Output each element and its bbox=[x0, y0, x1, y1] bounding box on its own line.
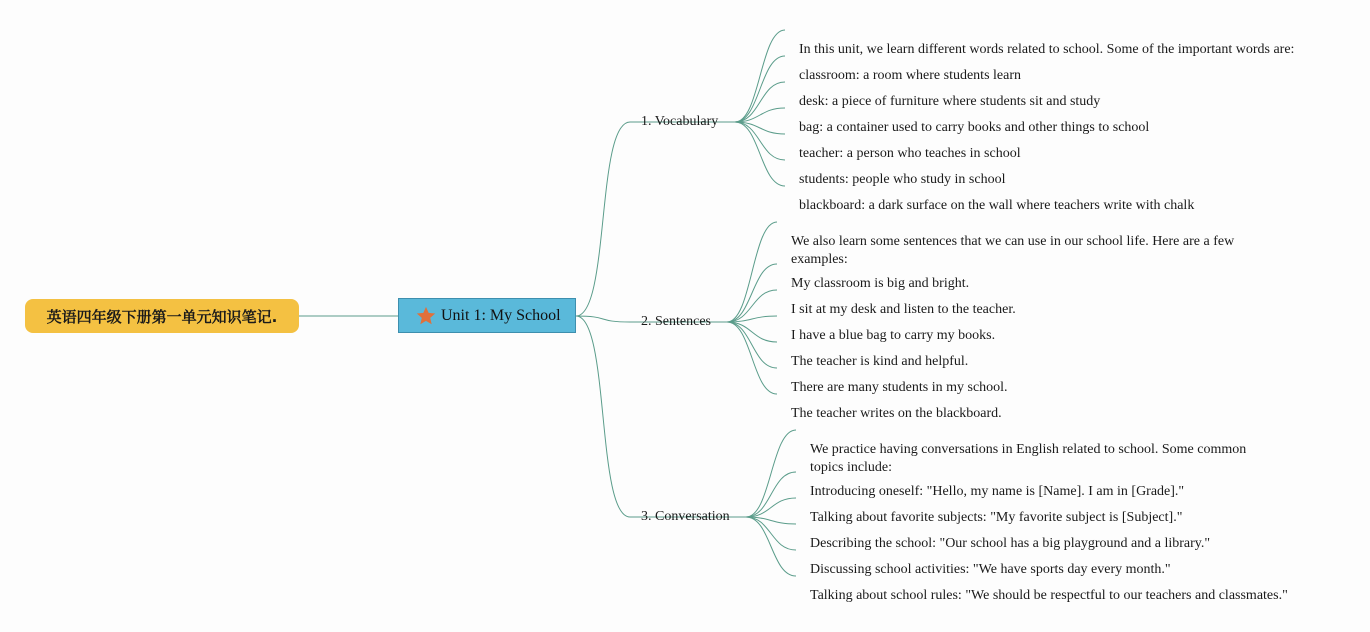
list-item[interactable]: desk: a piece of furniture where students sit and study bbox=[799, 94, 1101, 109]
root-topic-label: 英语四年级下册第一单元知识笔记. bbox=[46, 307, 278, 326]
list-item[interactable]: My classroom is big and bright. bbox=[791, 276, 970, 291]
list-item[interactable]: The teacher writes on the blackboard. bbox=[791, 406, 1002, 421]
list-item[interactable]: bag: a container used to carry books and other things to school bbox=[799, 120, 1150, 135]
link-center-vocabulary bbox=[576, 122, 630, 316]
central-topic[interactable] bbox=[398, 298, 576, 333]
star-icon bbox=[415, 305, 437, 327]
list-item[interactable]: I have a blue bag to carry my books. bbox=[791, 328, 996, 343]
root-topic[interactable] bbox=[25, 299, 299, 333]
list-item[interactable]: I sit at my desk and listen to the teacher. bbox=[791, 302, 1016, 317]
list-item[interactable]: The teacher is kind and helpful. bbox=[791, 354, 969, 369]
central-topic-label: Unit 1: My School bbox=[441, 306, 561, 324]
list-item[interactable]: In this unit, we learn different words related to school. Some of the important words are: bbox=[799, 42, 1295, 57]
list-item[interactable]: students: people who study in school bbox=[799, 172, 1006, 187]
branch-vocabulary[interactable]: 1. Vocabulary bbox=[641, 114, 719, 129]
list-item[interactable]: blackboard: a dark surface on the wall where teachers write with chalk bbox=[799, 198, 1195, 213]
list-item[interactable]: Introducing oneself: "Hello, my name is [Name]. I am in [Grade]." bbox=[810, 484, 1185, 499]
list-item[interactable]: Talking about school rules: "We should be respectful to our teachers and classmates." bbox=[810, 588, 1288, 603]
list-item[interactable]: There are many students in my school. bbox=[791, 380, 1008, 395]
list-item[interactable]: teacher: a person who teaches in school bbox=[799, 146, 1021, 161]
link-center-conversation bbox=[576, 316, 630, 517]
list-item[interactable]: We also learn some sentences that we can use in our school life. Here are a few examples: bbox=[791, 234, 1235, 267]
list-item[interactable]: We practice having conversations in English related to school. Some common topics include: bbox=[810, 442, 1247, 475]
branch-conversation[interactable]: 3. Conversation bbox=[641, 509, 730, 524]
branch-sentences[interactable]: 2. Sentences bbox=[641, 314, 711, 329]
list-item[interactable]: Describing the school: "Our school has a big playground and a library." bbox=[810, 536, 1211, 551]
list-item[interactable]: Talking about favorite subjects: "My favorite subject is [Subject]." bbox=[810, 510, 1183, 525]
list-item[interactable]: Discussing school activities: "We have sports day every month." bbox=[810, 562, 1171, 577]
list-item[interactable]: classroom: a room where students learn bbox=[799, 68, 1021, 83]
